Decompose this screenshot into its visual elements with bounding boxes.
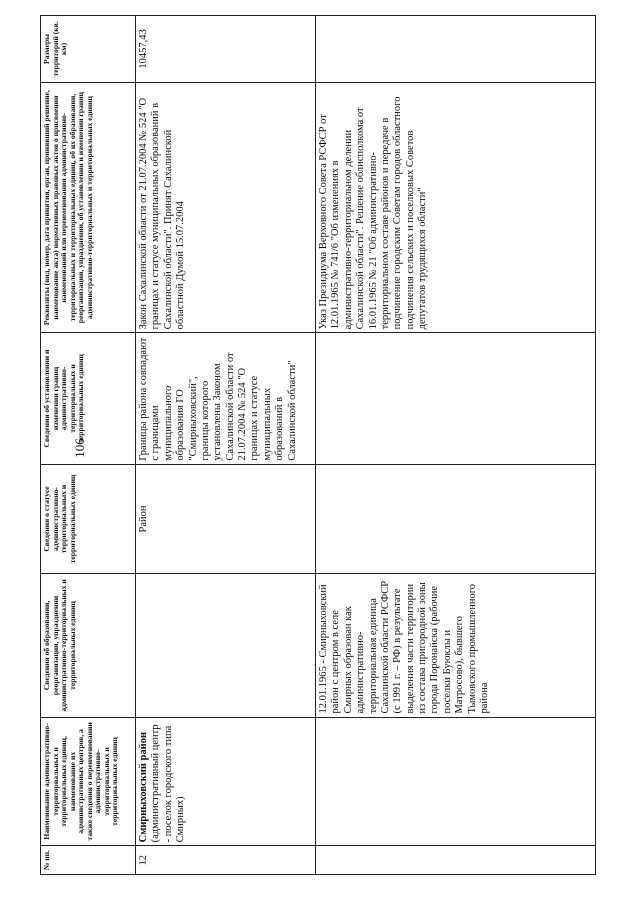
- header-name: Наименование административно-территориальных и территориальных единиц, наименование их административных центров, а также сведения о переименовании административно-территориальных и территориальных единиц: [41, 717, 136, 846]
- formation-cell: [136, 574, 316, 717]
- borders-cell: [316, 333, 596, 464]
- table-row: [316, 16, 596, 875]
- registry-table: [40, 15, 596, 875]
- header-formation: Сведения об образовании, реорганизации, упразднении административно-территориальных и территориальных единиц: [41, 574, 136, 717]
- page-number: 106: [71, 438, 87, 458]
- borders-cell: Границы района совпадают с границами муниципального образования ГО "Смирныховский", границы которого установлены Законом Сахалинской области от 21.07.2004 № 524 "О границах и статусе муниципальных образований в Сахалинской области": [136, 333, 316, 464]
- unit-center: (административный центр - поселок городского типа Смирных): [150, 724, 187, 843]
- row-number: 12: [136, 846, 316, 875]
- header-num: № пп.: [41, 846, 136, 875]
- formation-cell: 12.01.1965 - Смирныховский район с центром в селе Смирных образован как административно-территориальная единица Сахалинской области РСФСР (с 1991 г. – РФ) в результате выделения части территории из состава пригородной зоны города Поронайска (рабочие поселки Буюклы и Матросово), бывшего Тымовского промышленного района: [316, 574, 596, 717]
- status-cell: [316, 464, 596, 574]
- unit-name-cell: [316, 717, 596, 846]
- area-cell: [316, 16, 596, 83]
- header-acts: Реквизиты (вид, номер, дата принятия, орган, принявший решение, наименование акта) нормативных правовых актов о присвоении наименований или переименовании административно-территориальных и территориальных единиц, об их образовании, реорганизации, упразднении, об установлении и изменении границ административно-территориальных и территориальных единиц: [41, 82, 136, 333]
- row-number: [316, 846, 596, 875]
- header-area: Размеры территорий (кв. км): [41, 16, 136, 83]
- area-cell: 10457,43: [136, 16, 316, 83]
- acts-cell: Указ Президиума Верховного Совета РСФСР от 12.01.1965 № 741/6 "Об изменениях в административно-территориальном делении Сахалинской области". Решение облисполкома от 16.01.1965 № 21 "Об административно-территориальном составе районов и передаче в подчинение городским Советам городов областного подчинения сельских и поселковых Советов депутатов трудящихся области": [316, 82, 596, 333]
- acts-cell: Закон Сахалинской области от 21.07.2004 № 524 "О границах и статусе муниципальных образований в Сахалинской области". Принят Сахалинской областной Думой 15.07.2004: [136, 82, 316, 333]
- table-row: [136, 16, 316, 875]
- unit-name-cell: [136, 717, 316, 846]
- status-cell: Район: [136, 464, 316, 574]
- registry-table-sheet: [40, 15, 595, 875]
- header-row: [41, 16, 136, 875]
- unit-name: Смирныховский район: [138, 731, 149, 843]
- header-borders: Сведения об установлении и изменении границ административно-территориальных и территориальных единиц: [41, 333, 136, 464]
- header-status: Сведения о статусе административно-территориальных и территориальных единиц: [41, 464, 136, 574]
